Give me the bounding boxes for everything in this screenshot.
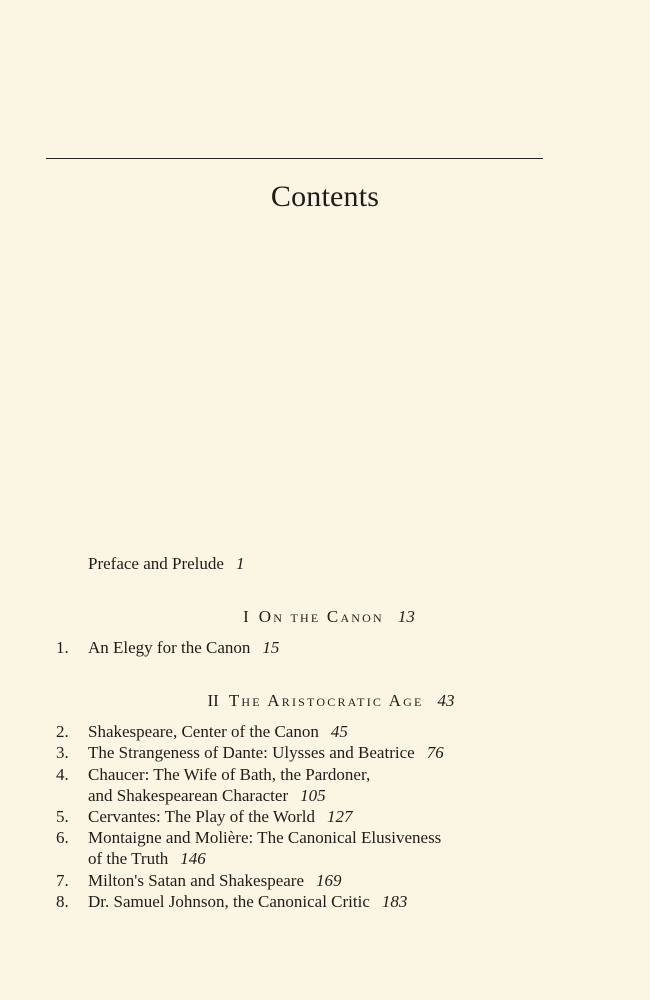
chapter-number: 1. <box>56 638 69 657</box>
page-number: 15 <box>262 638 280 657</box>
page-number: 169 <box>316 871 342 890</box>
chapter-number: 7. <box>56 871 69 890</box>
entry-text: of the Truth <box>88 849 169 868</box>
page-title: Contents <box>270 180 380 213</box>
part-title: The Aristocratic Age <box>228 691 424 710</box>
part-numeral: II <box>207 691 219 710</box>
entry-text: Montaigne and Molière: The Canonical Elusiveness <box>88 828 442 847</box>
chapter-number: 3. <box>56 743 69 762</box>
entry-text: Cervantes: The Play of the World <box>88 807 315 826</box>
page-number: 45 <box>330 722 348 741</box>
page-number: 127 <box>327 807 353 826</box>
part-title: On the Canon <box>258 607 384 626</box>
entry-text: The Strangeness of Dante: Ulysses and Beatrice <box>88 743 415 762</box>
chapter-number: 5. <box>56 807 69 826</box>
entry-text: and Shakespearean Character <box>88 786 289 805</box>
page-number: 183 <box>381 892 408 911</box>
chapter-number: 6. <box>56 828 69 847</box>
chapter-number: 4. <box>56 765 69 784</box>
entry-text: Chaucer: The Wife of Bath, the Pardoner, <box>88 765 371 784</box>
part-numeral: I <box>243 607 249 626</box>
entry-text: An Elegy for the Canon <box>88 638 251 657</box>
page-number: 105 <box>300 786 326 805</box>
page-number: 146 <box>180 849 206 868</box>
page-number: 76 <box>426 743 444 762</box>
page-number: 13 <box>397 607 415 626</box>
entry-text: Shakespeare, Center of the Canon <box>88 722 319 741</box>
part-heading-2 <box>0 690 650 711</box>
entry-text: Preface and Prelude <box>88 554 224 573</box>
page-number: 1 <box>235 554 245 573</box>
header-rule <box>46 158 543 159</box>
chapter-number: 8. <box>56 892 69 911</box>
chapter-number: 2. <box>56 722 69 741</box>
part-heading-1 <box>0 606 650 627</box>
page-number: 43 <box>437 691 455 710</box>
entry-text: Dr. Samuel Johnson, the Canonical Critic <box>88 892 370 911</box>
entry-text: Milton's Satan and Shakespeare <box>88 871 304 890</box>
